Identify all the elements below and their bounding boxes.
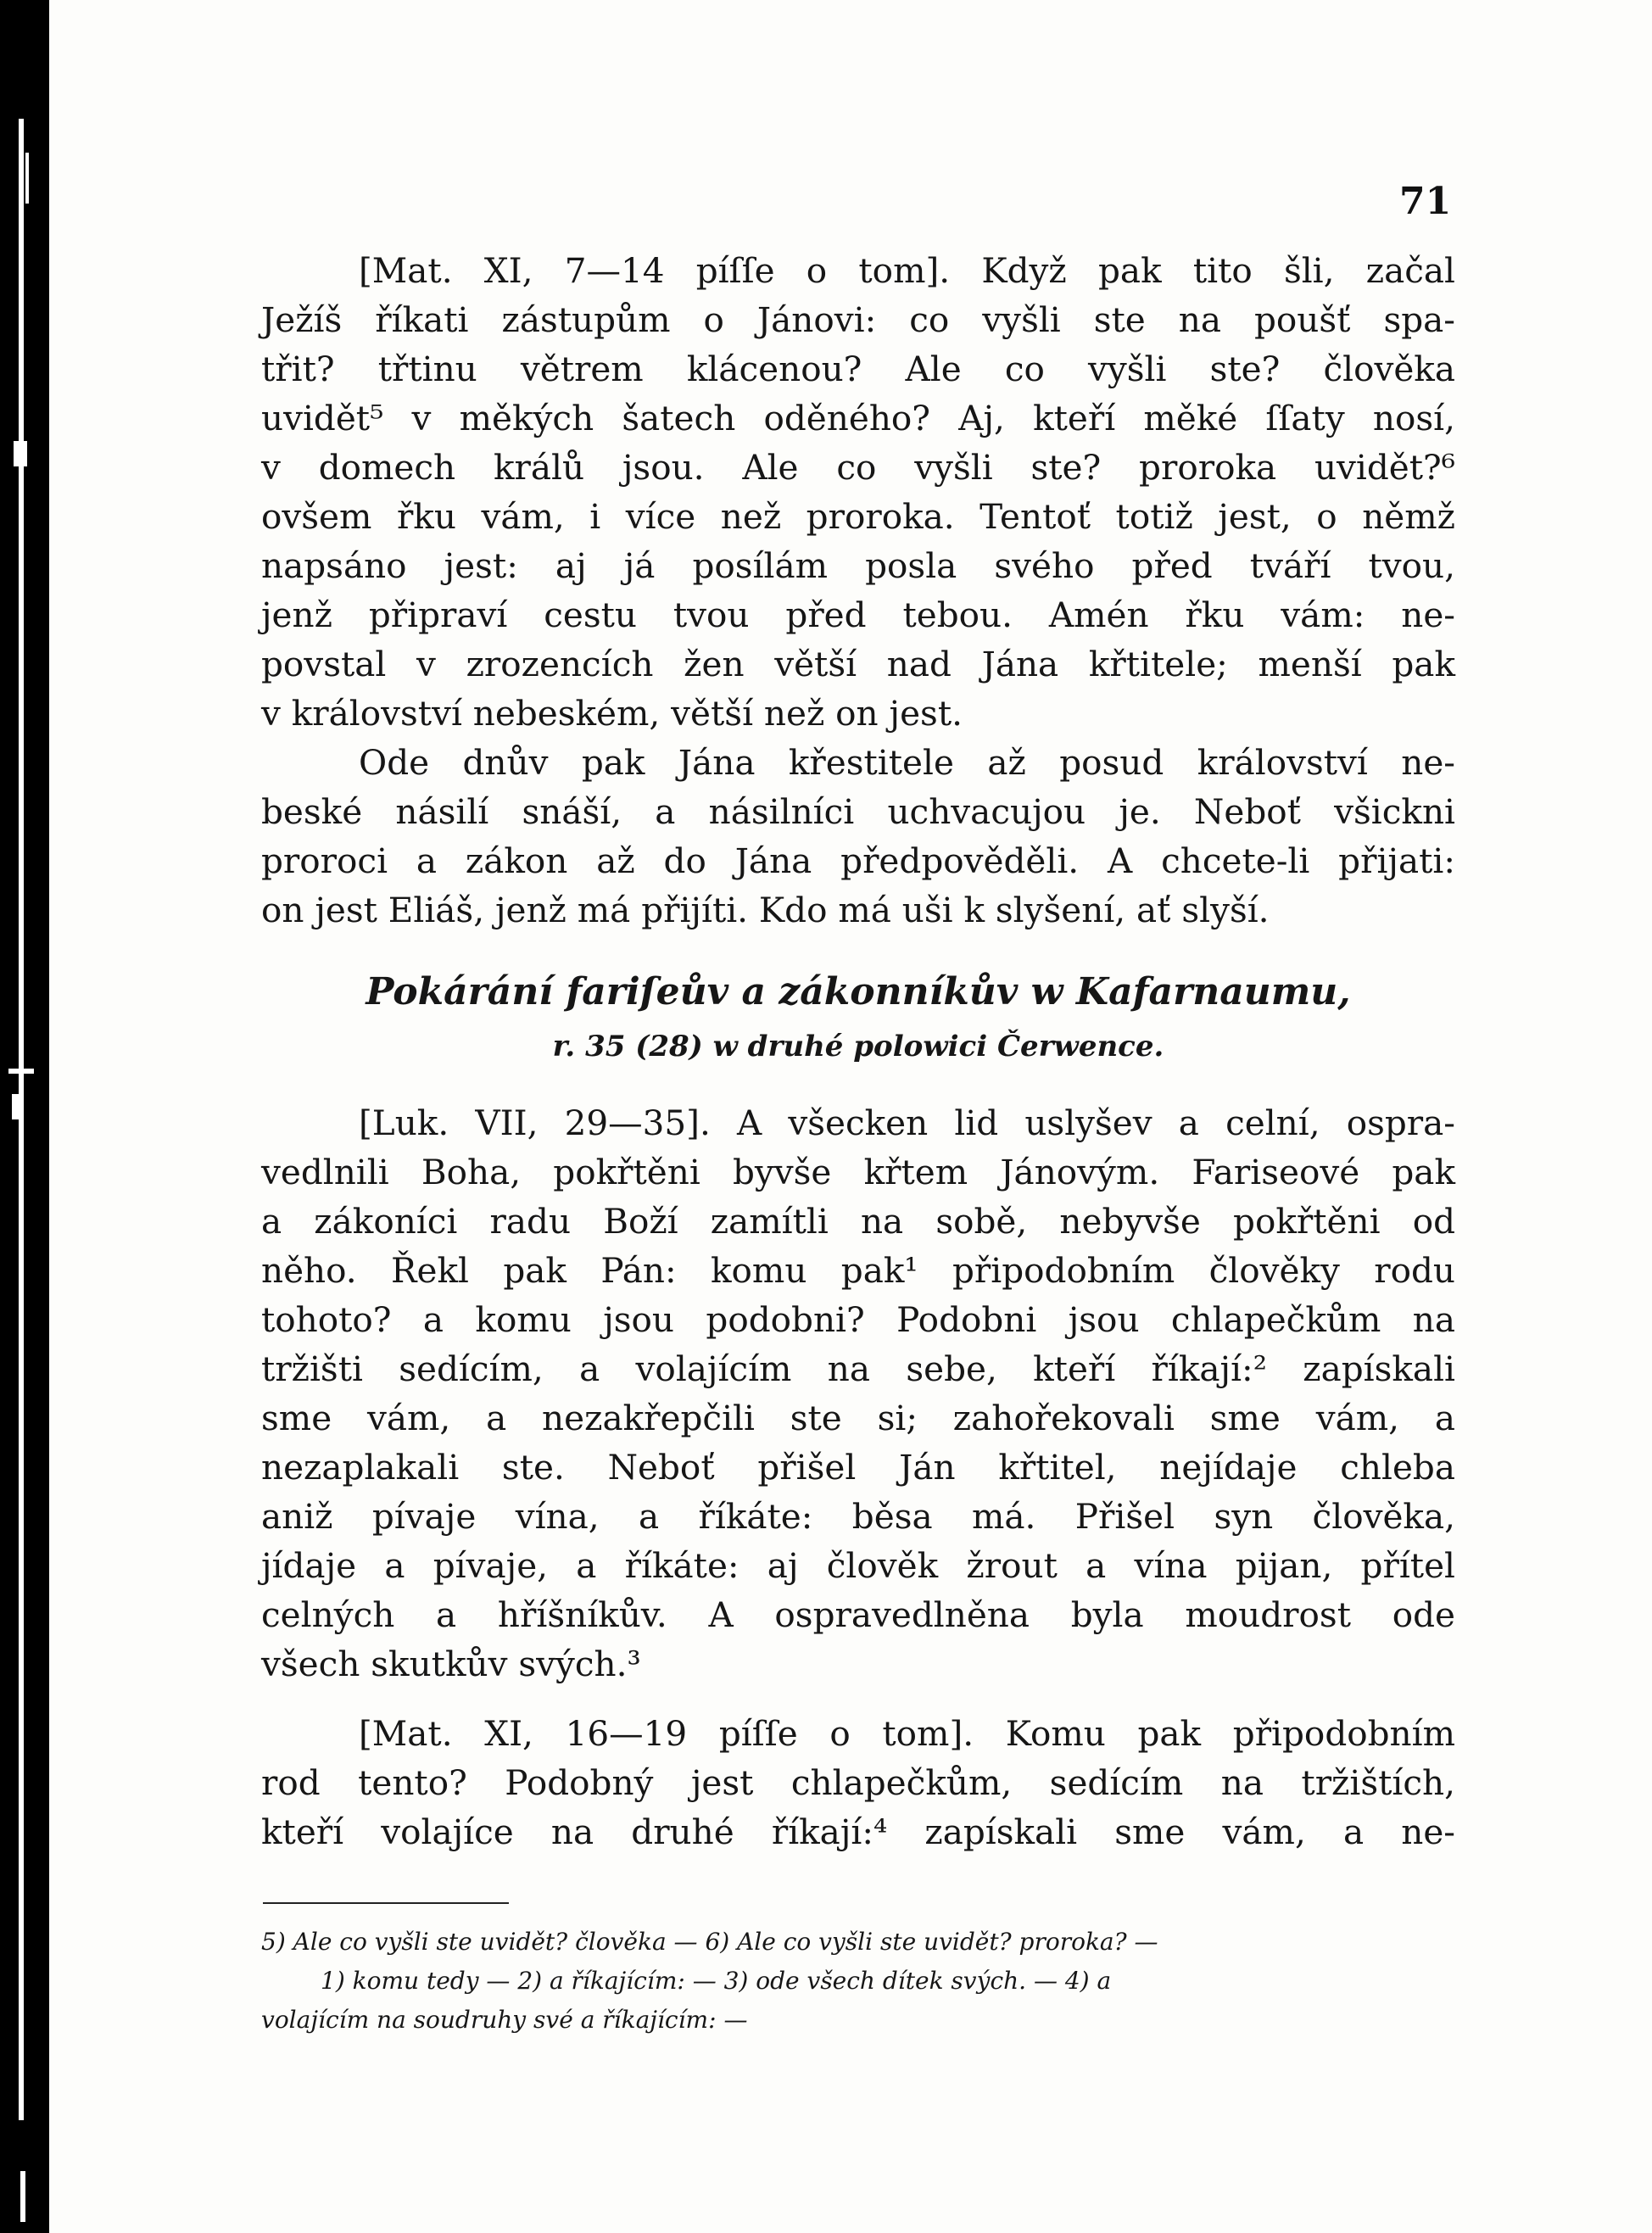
paragraph-line: vedlnili Boha, pokřtěni byvše křtem Jánovým. Fariseové pak xyxy=(261,1152,1455,1192)
footnote-line: 1) komu tedy — 2) a říkajícím: — 3) ode všech dítek svých. — 4) a xyxy=(321,1967,1112,1995)
paragraph-line: třit? třtinu větrem klácenou? Ale co vyšli ste? člověka xyxy=(261,349,1455,389)
paragraph-line: napsáno jest: aj já posílám posla svého před tváří tvou, xyxy=(261,545,1455,586)
paragraph-line: proroci a zákon až do Jána předpověděli. A chcete-li přijati: xyxy=(261,840,1455,881)
binding-mark xyxy=(25,153,29,204)
paragraph-line: ovšem řku vám, i více než proroka. Tentoť totiž jest, o němž xyxy=(261,496,1455,537)
paragraph-line: [Luk. VII, 29—35]. A všecken lid uslyšev a celní, ospra- xyxy=(359,1103,1455,1143)
footnote-line: volajícím na soudruhy své a říkajícím: — xyxy=(261,2006,748,2034)
paragraph-line: rod tento? Podobný jest chlapečkům, sedícím na tržištích, xyxy=(261,1762,1455,1803)
paragraph-line: sme vám, a nezakřepčili ste si; zahořekovali sme vám, a xyxy=(261,1398,1455,1438)
paragraph-line: [Mat. XI, 16—19 píſſe o tom]. Komu pak připodobním xyxy=(359,1713,1455,1754)
binding-mark xyxy=(8,1069,34,1074)
paragraph-line: tržišti sedícím, a volajícím na sebe, kteří říkají:² zapískali xyxy=(261,1348,1455,1389)
binding-mark xyxy=(12,1094,19,1119)
footnote-line: 5) Ale co vyšli ste uvidět? člověka — 6) Ale co vyšli ste uvidět? proroka? — xyxy=(261,1928,1158,1956)
paragraph-line: on jest Eliáš, jenž má přijíti. Kdo má uši k slyšení, ať slyší. xyxy=(261,890,1270,930)
binding-mark xyxy=(20,2171,25,2222)
paragraph-line: tohoto? a komu jsou podobni? Podobni jsou chlapečkům na xyxy=(261,1299,1455,1340)
paragraph-line: jenž připraví cestu tvou před tebou. Amén řku vám: ne- xyxy=(261,595,1455,635)
paragraph-line: [Mat. XI, 7—14 píſſe o tom]. Když pak tito šli, začal xyxy=(359,250,1455,291)
binding-edge xyxy=(0,0,49,2233)
paragraph-line: beské násilí snáší, a násilníci uchvacujou je. Neboť všickni xyxy=(261,791,1455,832)
paragraph-line: něho. Řekl pak Pán: komu pak¹ připodobním člověky rodu xyxy=(261,1250,1455,1291)
paragraph-line: jídaje a pívaje, a říkáte: aj člověk žrout a vína pijan, přítel xyxy=(261,1545,1455,1586)
section-subheading: r. 35 (28) w druhé polowici Čerwence. xyxy=(552,1030,1164,1063)
paragraph-line: a zákoníci radu Boží zamítli na sobě, nebyvše pokřtěni od xyxy=(261,1201,1455,1242)
section-heading: Pokárání fariſeův a zákonníkův w Kafarnaumu, xyxy=(366,970,1351,1013)
binding-line xyxy=(19,119,24,2120)
paragraph-line: uvidět⁵ v měkých šatech oděného? Aj, kteří měké ſſaty nosí, xyxy=(261,398,1455,438)
paragraph-line: nezaplakali ste. Neboť přišel Ján křtitel, nejídaje chleba xyxy=(261,1447,1455,1488)
paragraph-line: kteří volajíce na druhé říkají:⁴ zapískali sme vám, a ne- xyxy=(261,1812,1455,1852)
paragraph-line: v domech králů jsou. Ale co vyšli ste? proroka uvidět?⁶ xyxy=(261,447,1455,488)
paragraph-line: Ježíš říkati zástupům o Jánovi: co vyšli ste na poušť spa- xyxy=(261,299,1455,340)
page-number: 71 xyxy=(1399,180,1452,223)
paragraph-line: v království nebeském, větší než on jest. xyxy=(261,693,963,734)
paragraph-line: povstal v zrozencích žen větší nad Jána křtitele; menší pak xyxy=(261,644,1455,684)
paragraph-line: aniž pívaje vína, a říkáte: běsa má. Přišel syn člověka, xyxy=(261,1496,1455,1537)
footnote-rule xyxy=(263,1902,509,1904)
paragraph-line: Ode dnův pak Jána křestitele až posud království ne- xyxy=(359,742,1455,783)
paragraph-line: všech skutkův svých.³ xyxy=(261,1644,641,1684)
paragraph-line: celných a hříšníkův. A ospravedlněna byla moudrost ode xyxy=(261,1594,1455,1635)
binding-mark xyxy=(14,441,27,466)
